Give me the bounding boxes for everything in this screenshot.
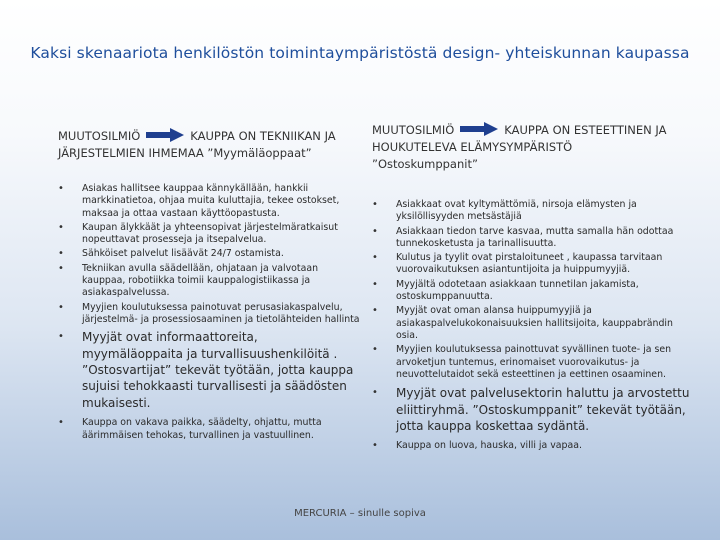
list-item <box>372 226 694 251</box>
list-item-text: Kauppa on luova, hauska, villi ja vapaa. <box>396 440 582 452</box>
left-bullet-list <box>58 183 360 444</box>
list-item <box>58 417 360 442</box>
page-title: Kaksi skenaariota henkilöstön toimintaympäristöstä design- yhteiskunnan kaupassa <box>30 44 690 62</box>
footer-text: MERCURIA – sinulle sopiva <box>294 508 426 519</box>
list-item-text: Myyjien koulutuksessa painottuvat syvällinen tuote- ja sen arvoketjun tuntemus, erinomaiset vuorovaikutus- ja neuvottelutaidot sekä esteettinen ja eettinen osaaminen. <box>396 344 672 380</box>
list-item <box>372 305 694 342</box>
list-item <box>372 344 694 381</box>
bullet-icon: • <box>372 344 378 356</box>
bullet-icon: • <box>58 183 64 194</box>
list-item <box>58 329 360 411</box>
list-item-text: Kauppa on vakava paikka, säädelty, ohjattu, mutta äärimmäisen tehokas, turvallinen ja vastuullinen. <box>82 417 322 441</box>
list-item-text: Sähköiset palvelut lisäävät 24/7 ostamista. <box>82 248 284 260</box>
list-item <box>58 302 360 327</box>
bullet-icon: • <box>372 440 378 452</box>
list-item-text: Asiakas hallitsee kauppaa kännykällään, hankkii markkinatietoa, ohjaa muita kuluttajia, tekee ostokset, maksaa ja ottaa vastaan käyttöopastusta. <box>82 183 340 219</box>
bullet-icon: • <box>58 248 64 260</box>
list-item <box>58 222 360 247</box>
bullet-icon: • <box>372 225 378 237</box>
right-heading-subtitle: HOUKUTELEVA ELÄMYSYMPÄRISTÖ <box>372 140 573 154</box>
list-item-text: Myyjät ovat oman alansa huippumyyjiä ja asiakaspalvelukokonaisuuksien hallitsijoita, kauppabrändin osia. <box>396 305 673 341</box>
list-item-text: Myyjältä odotetaan asiakkaan tunnetilan jakamista, ostoskumppanuutta. <box>396 278 639 303</box>
list-item <box>58 248 360 260</box>
bullet-icon: • <box>58 262 64 274</box>
right-heading-label: MUUTOSILMIÖ <box>372 123 455 137</box>
right-bullet-list <box>372 199 694 455</box>
list-item <box>58 263 360 300</box>
list-item <box>372 199 694 224</box>
left-heading-subtitle: JÄRJESTELMIEN IHMEMAA ”Myymäläoppaat” <box>58 146 312 160</box>
list-item <box>372 252 694 277</box>
right-arrow-icon <box>146 128 184 142</box>
bullet-icon: • <box>58 301 64 313</box>
list-item-text: Myyjät ovat informaattoreita, myymäläoppaita ja turvallisuushenkilöitä . ”Ostosvartijat” tekevät työtään, jotta kauppa sujuisi tehokkaasti turvallisesti ja säädösten mukaisesti. <box>82 330 354 410</box>
left-heading-label: MUUTOSILMIÖ <box>58 129 141 143</box>
bullet-icon: • <box>372 199 378 210</box>
bullet-icon: • <box>58 331 64 343</box>
list-item-text: Kaupan älykkäät ja yhteensopivat järjestelmäratkaisut nopeuttavat prosesseja ja itsepalvelua. <box>82 221 338 246</box>
list-item <box>372 385 694 434</box>
list-item-text: Kulutus ja tyylit ovat pirstaloituneet , kaupassa tarvitaan vuorovaikutuksen asiantuntijoita ja huippumyyjiä. <box>396 252 663 276</box>
list-item-text: Asiakkaan tiedon tarve kasvaa, mutta samalla hän odottaa tunnekosketusta ja tarinallisuutta. <box>396 225 674 249</box>
bullet-icon: • <box>58 417 64 429</box>
list-item <box>58 183 360 220</box>
bullet-icon: • <box>58 221 64 233</box>
right-heading-topic: KAUPPA ON ESTEETTINEN JA <box>504 123 667 137</box>
list-item-text: Tekniikan avulla säädellään, ohjataan ja valvotaan kauppaa, robotiikka toimii kauppalogistiikassa ja asiakaspalvelussa. <box>82 262 319 299</box>
right-heading <box>372 122 692 173</box>
list-item <box>372 279 694 304</box>
bullet-icon: • <box>372 305 378 317</box>
left-heading-topic: KAUPPA ON TEKNIIKAN JA <box>190 129 336 143</box>
right-heading-role: ”Ostoskumppanit” <box>372 157 478 171</box>
bullet-icon: • <box>372 278 378 290</box>
left-heading <box>58 128 368 162</box>
bullet-icon: • <box>372 252 378 264</box>
list-item-text: Asiakkaat ovat kyltymättömiä, nirsoja elämysten ja yksilöllisyyden metsästäjiä <box>396 199 637 223</box>
right-arrow-icon <box>460 122 498 136</box>
list-item <box>372 440 694 452</box>
list-item-text: Myyjät ovat palvelusektorin haluttu ja arvostettu eliittiryhmä. ”Ostoskumppanit” tekevät työtään, jotta kauppa koskettaa sydäntä. <box>396 386 690 433</box>
list-item-text: Myyjien koulutuksessa painotuvat perusasiakaspalvelu, järjestelmä- ja prosessiosaaminen ja tietolähteiden hallinta <box>82 301 360 325</box>
bullet-icon: • <box>372 387 378 399</box>
